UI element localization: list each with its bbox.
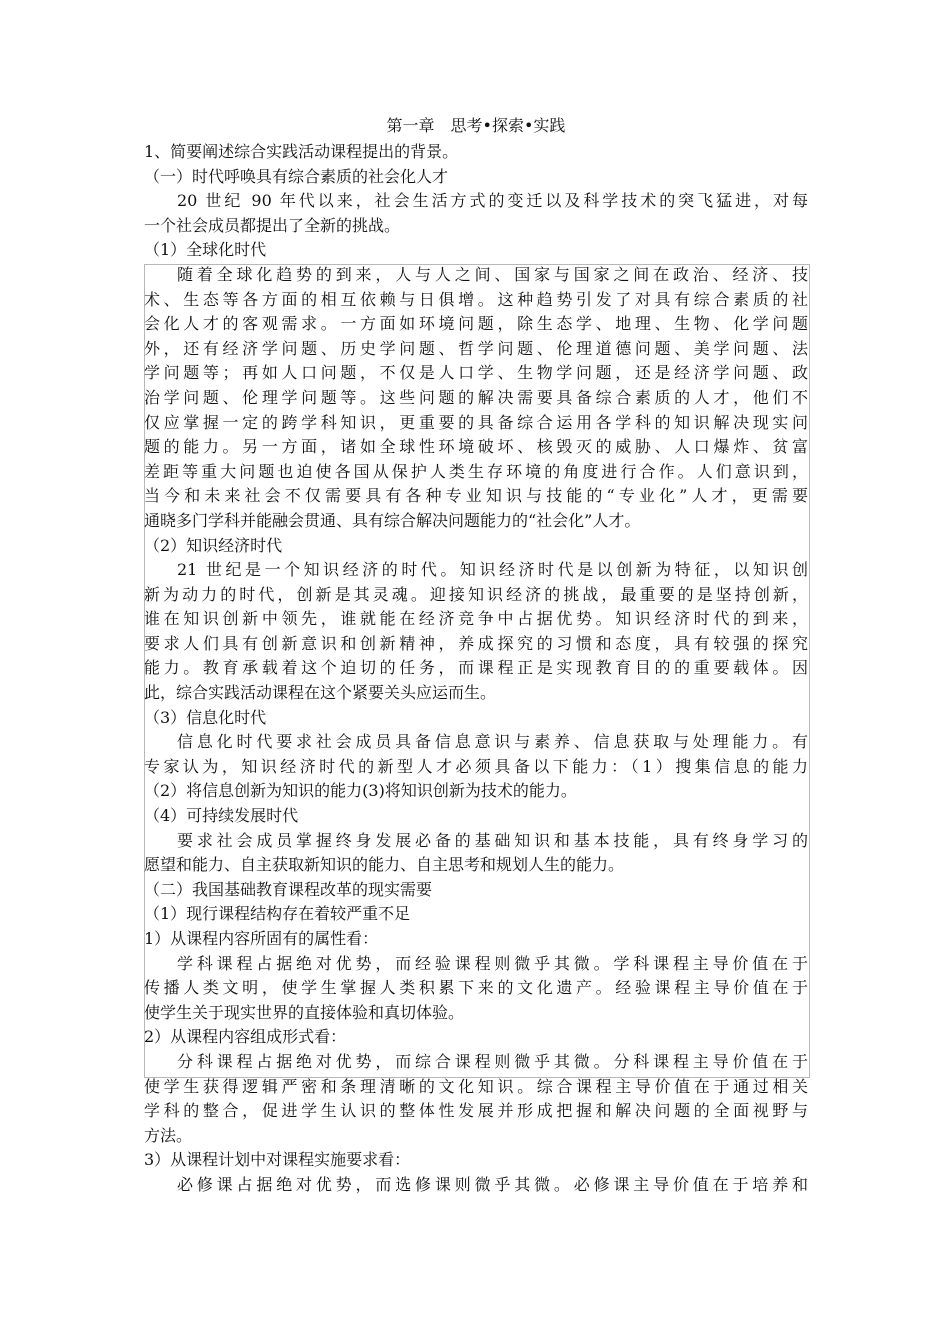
text-line: 专家认为，知识经济时代的新型人才必须具备以下能力：（1）搜集信息的能力 <box>144 756 808 776</box>
text-line: 术、生态等各方面的相互依赖与日俱增。这种趋势引发了对具有综合素质的社 <box>144 289 808 309</box>
text-line: 当今和未来社会不仅需要具有各种专业知识与技能的“专业化”人才，更需要 <box>144 486 808 506</box>
paragraph-lines <box>144 140 808 1198</box>
text-line: 1）从课程内容所固有的属性看： <box>144 929 379 948</box>
text-line: 愿望和能力、自主获取新知识的能力、自主思考和规划人生的能力。 <box>144 855 625 875</box>
text-line: 外，还有经济学问题、历史学问题、哲学问题、伦理道德问题、美学问题、法 <box>144 338 808 358</box>
text-line: 3）从课程计划中对课程实施要求看： <box>144 1150 411 1170</box>
text-line: （一）时代呼唤具有综合素质的社会化人才 <box>144 166 449 186</box>
text-line: 差距等重大问题也迫使各国从保护人类生存环境的角度进行合作。人们意识到， <box>144 461 808 481</box>
text-line: （1）全球化时代 <box>144 240 267 260</box>
text-line: （2）知识经济时代 <box>144 535 283 555</box>
text-line: 要求人们具有创新意识和创新精神，养成探究的习惯和态度，具有较强的探究 <box>144 633 808 653</box>
text-line: 治学问题、伦理学问题等。这些问题的解决需要具备综合素质的人才，他们不 <box>144 387 808 407</box>
text-line: 谁在知识创新中领先，谁就能在经济竞争中占据优势。知识经济时代的到来， <box>144 609 808 629</box>
text-line: 学科课程占据绝对优势，而经验课程则微乎其微。学科课程主导价值在于 <box>177 953 808 973</box>
text-line: 1、简要阐述综合实践活动课程提出的背景。 <box>144 142 459 161</box>
text-line: 2）从课程内容组成形式看： <box>144 1027 347 1047</box>
text-line: 学科的整合，促进学生认识的整体性发展并形成把握和解决问题的全面视野与 <box>144 1101 808 1121</box>
text-line: 题的能力。另一方面，诸如全球性环境破坏、核毁灭的威胁、人口爆炸、贫富 <box>144 437 808 457</box>
text-line: 随着全球化趋势的到来，人与人之间、国家与国家之间在政治、经济、技 <box>177 264 808 284</box>
text-line: （二）我国基础教育课程改革的现实需要 <box>144 879 433 899</box>
text-line: 一个社会成员都提出了全新的挑战。 <box>144 215 401 235</box>
text-line: 要求社会成员掌握终身发展必备的基础知识和基本技能，具有终身学习的 <box>177 830 808 850</box>
text-line: 分科课程占据绝对优势，而综合课程则微乎其微。分科课程主导价值在于 <box>177 1051 808 1071</box>
text-line: 通晓多门学科并能融会贯通、具有综合解决问题能力的“社会化”人才。 <box>144 510 641 530</box>
text-line: 新为动力的时代，创新是其灵魂。迎接知识经济的挑战，最重要的是坚持创新， <box>144 584 808 604</box>
text-line: 能力。教育承载着这个迫切的任务，而课程正是实现教育目的的重要载体。因 <box>144 658 808 678</box>
text-line: 仅应掌握一定的跨学科知识，更重要的具备综合运用各学科的知识解决现实问 <box>144 412 808 432</box>
text-line: 必修课占据绝对优势，而选修课则微乎其微。必修课主导价值在于培养和 <box>177 1174 808 1194</box>
text-line: （1）现行课程结构存在着较严重不足 <box>144 904 411 924</box>
text-line: 传播人类文明，使学生掌握人类积累下来的文化遗产。经验课程主导价值在于 <box>144 978 808 998</box>
text-line: 21 世纪是一个知识经济的时代。知识经济时代是以创新为特征，以知识创 <box>177 560 808 580</box>
text-line: 20 世纪 90 年代以来，社会生活方式的变迁以及科学技术的突飞猛进，对每 <box>177 191 808 211</box>
text-line: 使学生关于现实世界的直接体验和真切体验。 <box>144 1002 465 1022</box>
text-line: 使学生获得逻辑严密和条理清晰的文化知识。综合课程主导价值在于通过相关 <box>144 1076 808 1096</box>
text-line: （3）信息化时代 <box>144 707 267 727</box>
chapter-title: 第一章 思考•探索•实践 <box>386 116 566 135</box>
text-line: 会化人才的客观需求。一方面如环境问题，除生态学、地理、生物、化学问题 <box>144 314 808 334</box>
document-body <box>144 112 808 1198</box>
text-line: （4）可持续发展时代 <box>144 806 299 826</box>
text-line: 信息化时代要求社会成员具备信息意识与素养、信息获取与处理能力。有 <box>177 732 808 752</box>
text-line: 方法。 <box>144 1125 193 1145</box>
text-line: （2）将信息创新为知识的能力(3)将知识创新为技术的能力。 <box>144 781 577 801</box>
text-line: 此，综合实践活动课程在这个紧要关头应运而生。 <box>144 683 497 703</box>
text-line: 学问题等；再如人口问题，不仅是人口学、生物学问题，还是经济学问题、政 <box>144 363 808 383</box>
